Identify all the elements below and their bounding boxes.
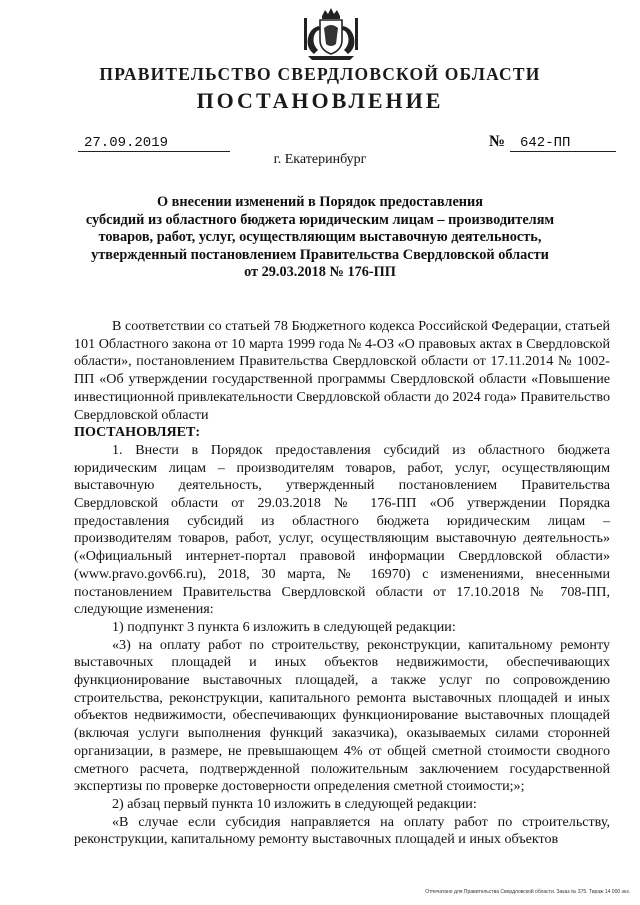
paragraph-2: 1) подпункт 3 пункта 6 изложить в следующей редакции: (112, 618, 456, 635)
document-body (74, 318, 610, 849)
paragraph-4: 2) абзац первый пункта 10 изложить в следующей редакции: (112, 795, 477, 812)
title-line: О внесении изменений в Порядок предоставления (156, 194, 484, 210)
document-number: 642-ПП (510, 135, 616, 152)
document-title (60, 194, 580, 282)
print-footer: Отпечатано для Правительства Свердловской области. Заказ № 375. Тираж 14 000 экз. (425, 889, 630, 895)
document-date: 27.09.2019 (78, 135, 230, 152)
coat-of-arms-icon (300, 6, 362, 62)
number-sign: № (489, 133, 506, 150)
organization-name: ПРАВИТЕЛЬСТВО СВЕРДЛОВСКОЙ ОБЛАСТИ (99, 64, 541, 84)
paragraph-1: 1. Внести в Порядок предоставления субсидий из областного бюджета юридическим лицам – производителям товаров, работ, услуг, осуществляющим выставочную деятельность, утвержденный постановлением Правительства Свердловской области от 29.03.2018 № 176-ПП «Об утверждении Порядка предоставления субсидий из областного бюджета юридическим лицам – производителям товаров, работ, услуг, осуществляющим выставочную деятельность» («Официальный интернет-портал правовой информации Свердловской области» (www.pravo.gov66.ru), 2018, 30 марта, № 16970) с изменениями, внесенными постановлением Правительства Свердловской области от 17.10.2018 № 708-ПП, следующие изменения: (74, 441, 610, 618)
city: г. Екатеринбург (273, 152, 367, 167)
paragraph-5: «В случае если субсидия направляется на оплату работ по строительству, реконструкции, капитальному ремонту выставочных площадей и иных объектов (74, 813, 610, 848)
intro-paragraph: В соответствии со статьей 78 Бюджетного кодекса Российской Федерации, статьей 101 Областного закона от 10 марта 1999 года № 4-ОЗ «О правовых актах в Свердловской области», постановлением Правительства Свердловской области от 17.11.2014 № 1002-ПП «Об утверждении государственной программы Свердловской области «Повышение инвестиционной привлекательности Свердловской области до 2024 года» Правительство Свердловской области (74, 318, 610, 423)
document-type: ПОСТАНОВЛЕНИЕ (196, 88, 444, 113)
paragraph-3: «3) на оплату работ по строительству, реконструкции, капитальному ремонту выставочных площадей и иных объектов недвижимости, обеспечивающих функционирование выставочных площадей, а также услуг по сопровождению строительства, реконструкции, капитального ремонта выставочных площадей и иных объектов недвижимости, обеспечивающих функционирование выставочных площадей (включая услуги выполнения функций заказчика), оказываемых силами сторонней организации, в размере, не превышающем 4% от общей сметной стоимости сводного сметного расчета, подтвержденной положительным заключением государственной экспертизы по проверке достоверности определения сметной стоимости;»; (74, 636, 610, 795)
title-line: утвержденный постановлением Правительства Свердловской области (91, 246, 549, 263)
title-line: от 29.03.2018 № 176-ПП (244, 264, 396, 280)
title-line: субсидий из областного бюджета юридическим лицам – производителям (85, 211, 555, 228)
decree-word: ПОСТАНОВЛЯЕТ: (74, 424, 201, 441)
title-line: товаров, работ, услуг, осуществляющим выставочную деятельность, (98, 229, 542, 245)
